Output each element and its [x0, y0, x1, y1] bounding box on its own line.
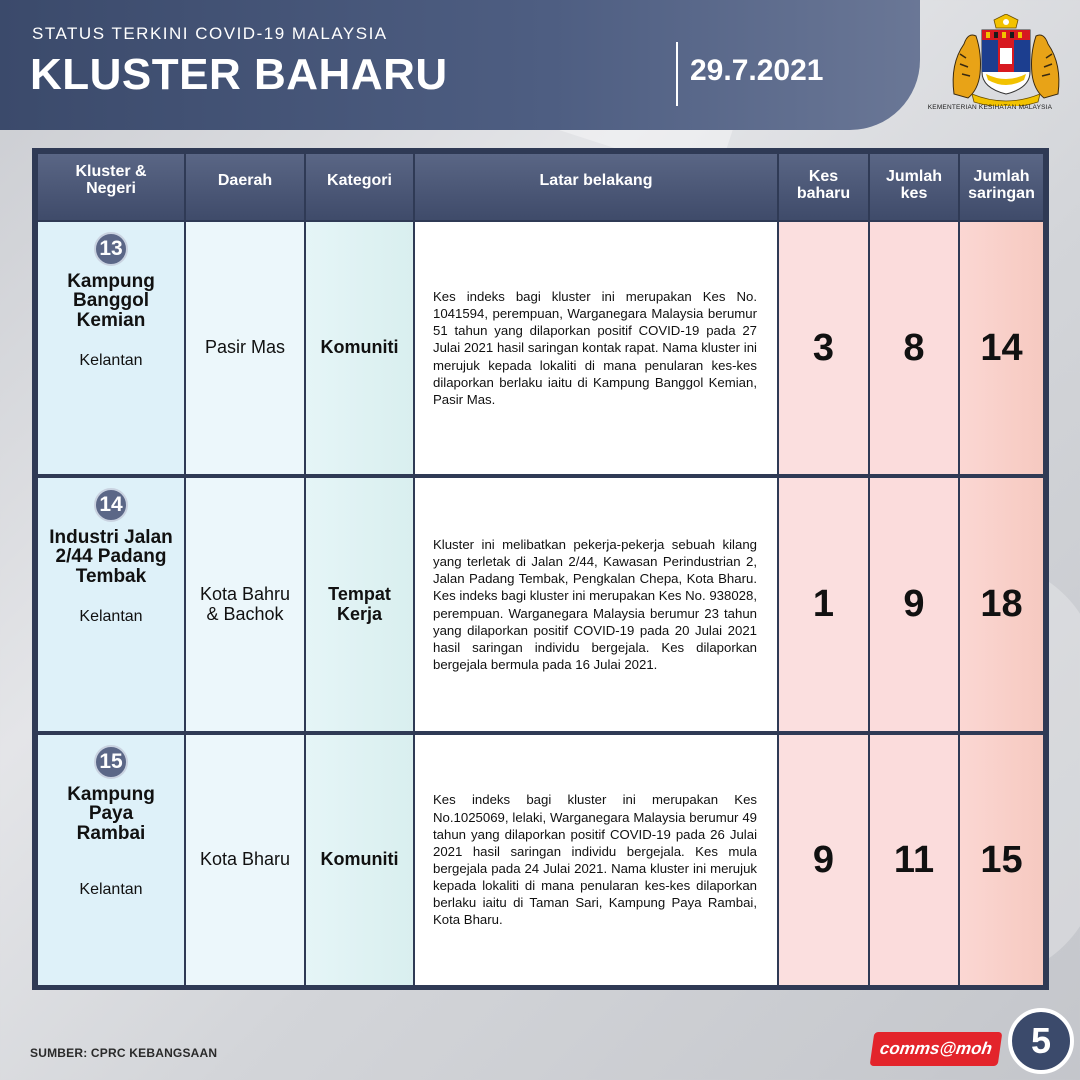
table-cell-latar-belakang: Kes indeks bagi kluster ini merupakan Kes No. 1041594, perempuan, Warganegara Malaysia berumur 51 tahun yang dilaporkan positif COVID-19 pada 27 Julai 2021 hasil saringan kontak rapat. Nama kluster ini merujuk kepada lokaliti di mana penularan kes-kes dilaporkan berlaku iaitu di Kampung Banggol Kemian, Pasir Mas. [415, 222, 777, 474]
page-title: KLUSTER BAHARU [30, 50, 448, 99]
table-cell-jumlah-kes: 9 [870, 478, 958, 731]
table-cell-latar-belakang: Kes indeks bagi kluster ini merupakan Kes No.1025069, lelaki, Warganegara Malaysia berumur 49 tahun yang dilaporkan positif COVID-19 pada 26 Julai 2021 hasil saringan individu bergejala. Kes mula bergejala pada 24 Julai 2021. Nama kluster ini merujuk kepada lokaliti di mana penularan kes-kes dilaporkan berlaku iaitu di Taman Sari, Kampung Paya Rambai, Kota Bharu. [415, 735, 777, 985]
cluster-number-badge: 14 [94, 488, 128, 522]
header-date: 29.7.2021 [690, 54, 824, 87]
column-header-kategori: Kategori [306, 154, 413, 220]
table-cell-kategori: Komuniti [306, 735, 413, 985]
page-number: 5 [1008, 1008, 1074, 1074]
header-banner [0, 0, 920, 130]
table-cell-kes-baharu: 3 [779, 222, 868, 474]
cluster-negeri: Kelantan [79, 881, 143, 899]
column-header-latar: Latar belakang [415, 154, 777, 220]
coat-of-arms-icon [946, 14, 1066, 106]
cluster-negeri: Kelantan [79, 608, 143, 626]
header-divider [676, 42, 678, 106]
ministry-label: KEMENTERIAN KESIHATAN MALAYSIA [927, 104, 1053, 111]
cluster-name: Industri Jalan 2/44 Padang Tembak [49, 527, 173, 587]
table-cell-kategori: Komuniti [306, 222, 413, 474]
table-cell-jumlah-kes: 11 [870, 735, 958, 985]
footer-tag: comms@moh [870, 1032, 1003, 1066]
table-cell-jumlah-saringan: 18 [960, 478, 1043, 731]
table-cell-daerah: Pasir Mas [186, 222, 304, 474]
table-row-kluster [38, 735, 184, 985]
cluster-table [32, 148, 1049, 990]
table-cell-jumlah-kes: 8 [870, 222, 958, 474]
table-cell-jumlah-saringan: 14 [960, 222, 1043, 474]
cluster-number-badge: 15 [94, 745, 128, 779]
table-cell-daerah: Kota Bharu [186, 735, 304, 985]
table-cell-kes-baharu: 1 [779, 478, 868, 731]
table-row-kluster [38, 222, 184, 474]
header-subtitle: STATUS TERKINI COVID-19 MALAYSIA [32, 24, 388, 43]
column-header-kluster: Kluster & Negeri [38, 154, 184, 220]
cluster-name: Kampung Paya Rambai [67, 784, 155, 844]
table-cell-jumlah-saringan: 15 [960, 735, 1043, 985]
table-cell-kategori: Tempat Kerja [306, 478, 413, 731]
footer-source: SUMBER: CPRC KEBANGSAAN [30, 1046, 218, 1060]
table-cell-daerah: Kota Bahru & Bachok [186, 478, 304, 731]
cluster-name: Kampung Banggol Kemian [67, 271, 155, 331]
table-row-kluster [38, 478, 184, 731]
column-header-daerah: Daerah [186, 154, 304, 220]
table-cell-latar-belakang: Kluster ini melibatkan pekerja-pekerja sebuah kilang yang terletak di Jalan 2/44, Kawasan Perindustrian 2, Jalan Padang Tembak, Pengkalan Chepa, Kota Bharu. Kes indeks bagi kluster ini merupakan Kes No. 938028, perempuan. Warganegara Malaysia berumur 23 tahun yang dilaporkan positif COVID-19 pada 20 Julai 2021 hasil saringan individu bergejala. Kes dilaporkan bergejala bermula pada 16 Julai 2021. [415, 478, 777, 731]
column-header-kes-baharu: Kes baharu [779, 154, 868, 220]
table-cell-kes-baharu: 9 [779, 735, 868, 985]
column-header-jumlah-saringan: Jumlah saringan [960, 154, 1043, 220]
cluster-negeri: Kelantan [79, 352, 143, 370]
column-header-jumlah-kes: Jumlah kes [870, 154, 958, 220]
cluster-number-badge: 13 [94, 232, 128, 266]
